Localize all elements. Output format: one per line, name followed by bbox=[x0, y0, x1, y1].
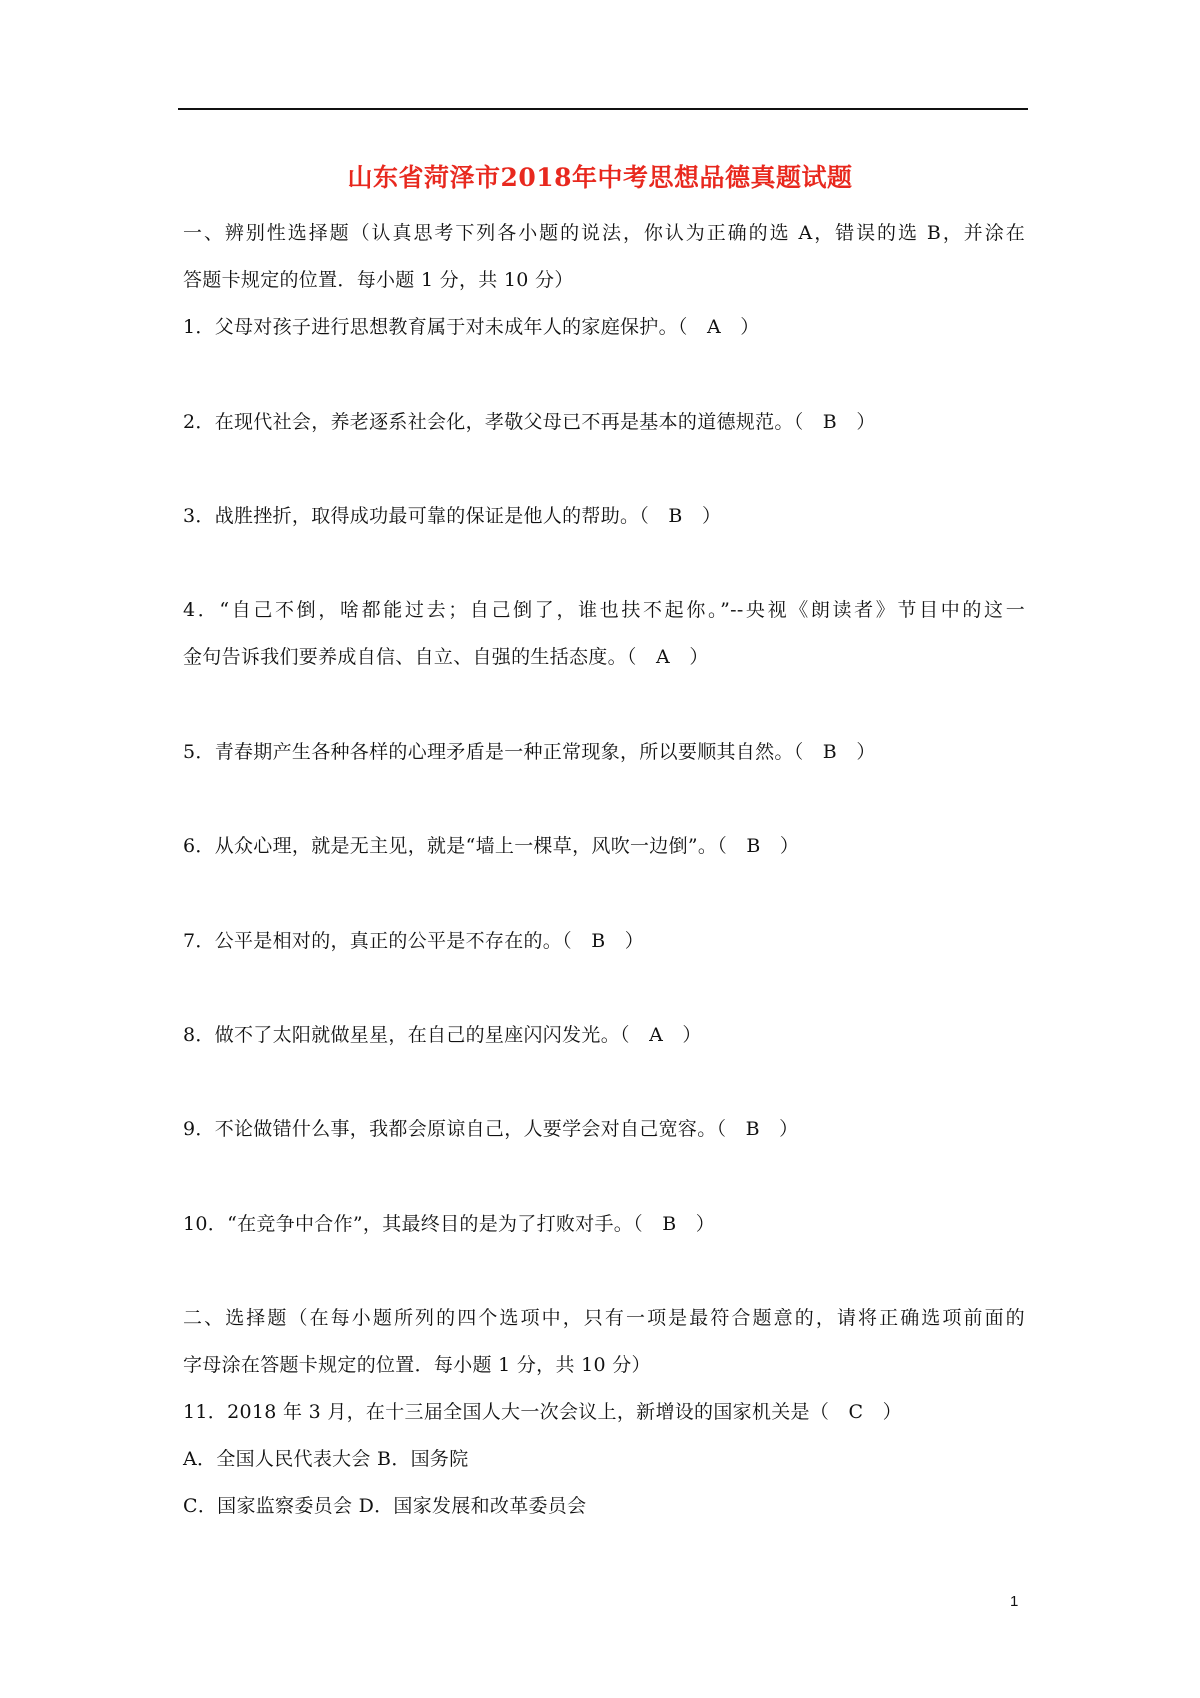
question-11-options-cd: C．国家监察委员会 D．国家发展和改革委员会 bbox=[183, 1495, 587, 1517]
document-title: 山东省菏泽市2018年中考思想品德真题试题 bbox=[347, 163, 853, 192]
question-5: 5．青春期产生各种各样的心理矛盾是一种正常现象，所以要顺其自然。（ B ） bbox=[183, 741, 876, 763]
section1-instruction-line1: 一、辨别性选择题（认真思考下列各小题的说法，你认为正确的选 A，错误的选 B，并涂在 bbox=[183, 222, 1025, 244]
question-11-options-ab: A．全国人民代表大会 B．国务院 bbox=[183, 1448, 469, 1470]
question-6: 6．从众心理，就是无主见，就是“墙上一棵草，风吹一边倒”。（ B ） bbox=[183, 835, 800, 857]
page-number: 1 bbox=[1010, 1593, 1019, 1610]
question-10: 10．“在竞争中合作”，其最终目的是为了打败对手。（ B ） bbox=[183, 1213, 716, 1235]
question-2: 2．在现代社会，养老逐系社会化，孝敬父母已不再是基本的道德规范。（ B ） bbox=[183, 411, 876, 433]
question-8: 8．做不了太阳就做星星，在自己的星座闪闪发光。（ A ） bbox=[183, 1024, 702, 1046]
question-4-line2: 金句告诉我们要养成自信、自立、自强的生括态度。（ A ） bbox=[183, 646, 709, 668]
question-7: 7．公平是相对的，真正的公平是不存在的。（ B ） bbox=[183, 930, 645, 952]
section2-instruction-line1: 二、选择题（在每小题所列的四个选项中，只有一项是最符合题意的，请将正确选项前面的 bbox=[183, 1307, 1025, 1329]
question-9: 9．不论做错什么事，我都会原谅自己，人要学会对自己宽容。（ B ） bbox=[183, 1118, 799, 1140]
section1-instruction-line2: 答题卡规定的位置．每小题 1 分，共 10 分） bbox=[183, 269, 574, 291]
question-11-stem: 11．2018 年 3 月，在十三届全国人大一次会议上，新增设的国家机关是（ C ） bbox=[183, 1401, 902, 1423]
question-3: 3．战胜挫折，取得成功最可靠的保证是他人的帮助。（ B ） bbox=[183, 505, 722, 527]
question-4-line1: 4．“自己不倒，啥都能过去；自己倒了，谁也扶不起你。”--央视《朗读者》节目中的这一 bbox=[183, 599, 1025, 621]
section2-instruction-line2: 字母涂在答题卡规定的位置．每小题 1 分，共 10 分） bbox=[183, 1354, 651, 1376]
question-1: 1．父母对孩子进行思想教育属于对未成年人的家庭保护。（ A ） bbox=[183, 316, 760, 338]
header-rule bbox=[178, 108, 1028, 110]
